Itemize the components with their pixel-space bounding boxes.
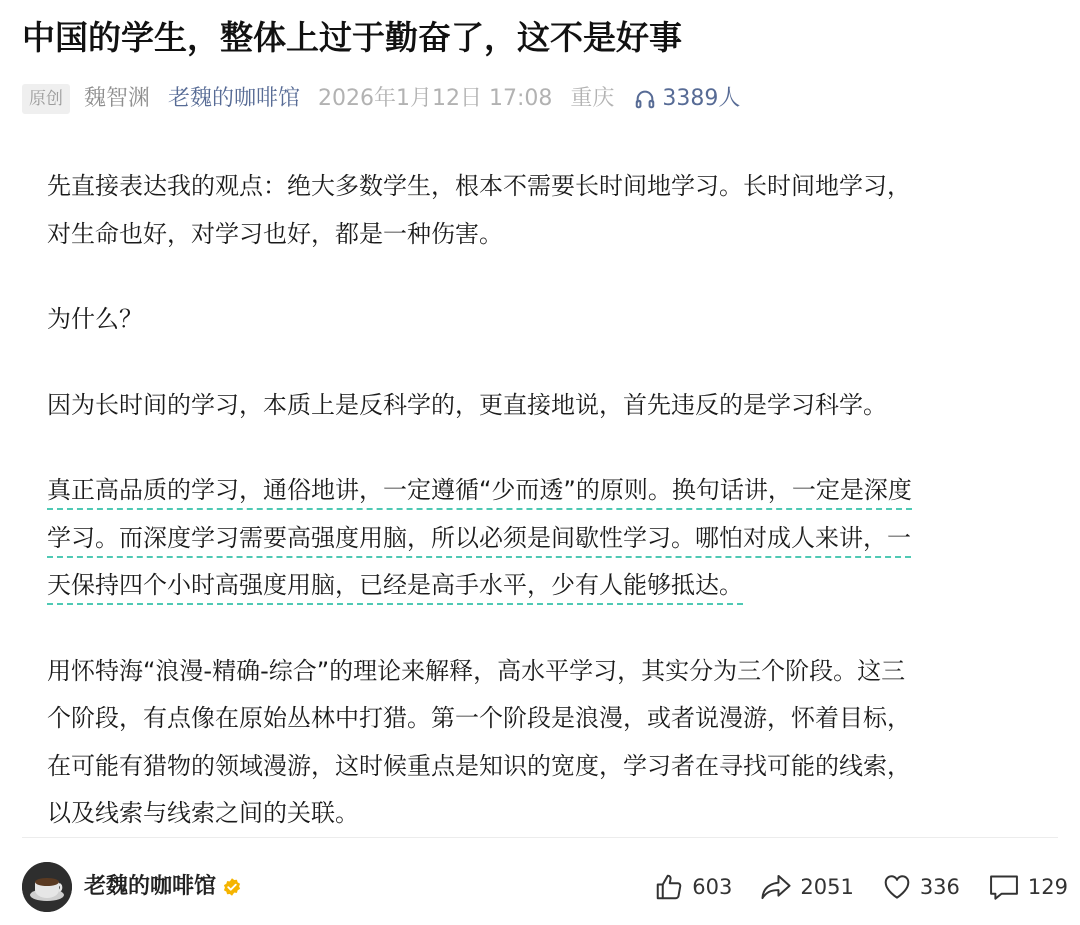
share-count: 2051: [800, 875, 854, 899]
paragraph-line: 学习。而深度学习需要高强度用脑，所以必须是间歇性学习。哪怕对成人来讲，一: [47, 524, 911, 558]
paragraph-line: 先直接表达我的观点：绝大多数学生，根本不需要长时间地学习。长时间地学习，: [47, 172, 911, 200]
share-icon: [760, 872, 792, 902]
paragraph-line: 用怀特海“浪漫-精确-综合”的理论来解释，高水平学习，其实分为三个阶段。这三: [47, 656, 906, 685]
highlighted-paragraph[interactable]: [47, 467, 1052, 610]
like-button[interactable]: [654, 872, 732, 902]
paragraph-line: 对生命也好，对学习也好，都是一种伤害。: [47, 219, 503, 248]
publish-date: 2026年1月12日 17:08: [318, 86, 553, 111]
comment-count: 129: [1027, 875, 1068, 899]
article-meta: [22, 80, 740, 118]
footer-account[interactable]: [84, 868, 242, 906]
comment-icon: [988, 872, 1020, 902]
author-name: 魏智渊: [84, 86, 151, 111]
avatar[interactable]: [22, 862, 72, 912]
thumbs-up-icon: [654, 872, 684, 902]
bottom-bar: [0, 838, 1080, 925]
paragraph-line: 真正高品质的学习，通俗地讲，一定遵循“少而透”的原则。换句话讲，一定是深度: [47, 476, 912, 510]
paragraph-line: 为什么？: [47, 305, 143, 333]
listen-button[interactable]: [634, 80, 740, 118]
paragraph-line: 在可能有猎物的领域漫游，这时候重点是知识的宽度，学习者在寻找可能的线索，: [47, 751, 911, 780]
publish-location: 重庆: [570, 86, 615, 111]
paragraph-line: 因为长时间的学习，本质上是反科学的，更直接地说，首先违反的是学习科学。: [47, 390, 887, 419]
listener-count: 3389人: [662, 86, 741, 111]
paragraph-line: 个阶段，有点像在原始丛林中打猎。第一个阶段是浪漫，或者说漫游，怀着目标，: [47, 704, 911, 732]
paragraph: [47, 163, 1052, 258]
favorite-count: 336: [919, 875, 960, 899]
favorite-button[interactable]: [882, 872, 960, 902]
footer-account-name: 老魏的咖啡馆: [84, 874, 217, 899]
article-title: 中国的学生，整体上过于勤奋了，这不是好事: [22, 18, 682, 57]
heart-icon: [882, 872, 912, 902]
paragraph: [47, 296, 1052, 344]
account-link[interactable]: 老魏的咖啡馆: [168, 86, 301, 111]
paragraph: [47, 648, 1052, 838]
comment-button[interactable]: [988, 872, 1068, 902]
verified-icon: [222, 877, 242, 897]
paragraph: [47, 382, 1052, 430]
action-bar: [626, 868, 1068, 906]
paragraph-line: 天保持四个小时高强度用脑，已经是高手水平，少有人能够抵达。: [47, 571, 743, 605]
headphones-icon: [634, 88, 656, 110]
original-badge: 原创: [22, 84, 70, 114]
paragraph-line: 以及线索与线索之间的关联。: [47, 799, 359, 827]
article-body: [47, 163, 1052, 876]
share-button[interactable]: [760, 872, 853, 902]
like-count: 603: [692, 875, 733, 899]
